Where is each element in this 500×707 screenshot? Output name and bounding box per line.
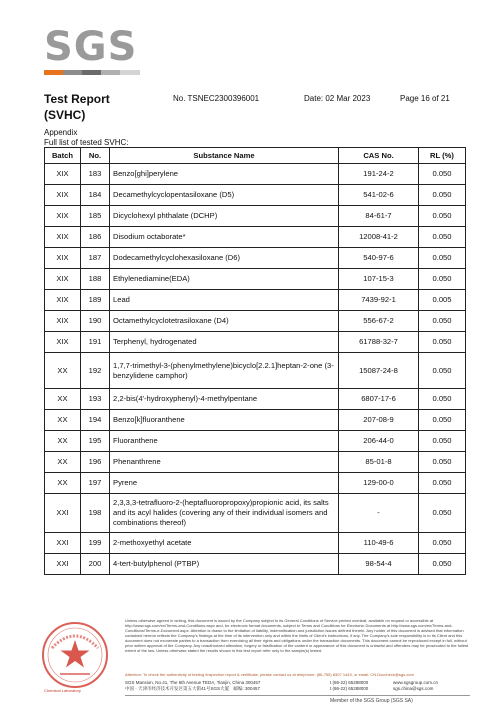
cell-no: 185 — [81, 206, 110, 227]
cell-batch: XIX — [45, 311, 81, 332]
cell-substance-name: Terphenyl, hydrogenated — [110, 332, 339, 353]
phone-en: t (86-22) 65288000 — [330, 680, 369, 685]
address-line-cn — [125, 686, 470, 692]
table-row — [45, 206, 466, 227]
cell-no: 199 — [81, 533, 110, 554]
cell-batch: XIX — [45, 290, 81, 311]
report-title: Test Report — [44, 92, 110, 106]
member-statement: Member of the SGS Group (SGS SA) — [330, 698, 413, 704]
cell-rl: 0.050 — [419, 452, 466, 473]
cell-cas-no: 540-97-6 — [339, 248, 419, 269]
cell-rl: 0.050 — [419, 431, 466, 452]
cell-cas-no: 541-02-6 — [339, 185, 419, 206]
laboratory-seal-icon — [40, 620, 110, 690]
header-cas-no: CAS No. — [339, 148, 419, 164]
cell-substance-name: 2,2-bis(4'-hydroxyphenyl)-4-methylpentane — [110, 389, 339, 410]
cell-batch: XX — [45, 389, 81, 410]
cell-rl: 0.050 — [419, 185, 466, 206]
appendix-heading: Appendix — [44, 128, 78, 137]
cell-no: 186 — [81, 227, 110, 248]
cell-batch: XIX — [45, 164, 81, 185]
table-row — [45, 533, 466, 554]
table-row — [45, 494, 466, 533]
cell-substance-name: Lead — [110, 290, 339, 311]
cell-cas-no: 110-49-6 — [339, 533, 419, 554]
cell-cas-no: 85-01-8 — [339, 452, 419, 473]
cell-cas-no: 7439-92-1 — [339, 290, 419, 311]
cell-rl: 0.005 — [419, 290, 466, 311]
cell-no: 198 — [81, 494, 110, 533]
cell-cas-no: 207-08-9 — [339, 410, 419, 431]
footer-divider — [125, 695, 470, 696]
cell-no: 187 — [81, 248, 110, 269]
sgs-logo — [44, 22, 140, 72]
cell-no: 196 — [81, 452, 110, 473]
appendix-subheading: Full list of tested SVHC: — [44, 138, 129, 147]
cell-no: 192 — [81, 353, 110, 389]
cell-batch: XX — [45, 473, 81, 494]
cell-no: 188 — [81, 269, 110, 290]
header-batch: Batch — [45, 148, 81, 164]
table-row — [45, 353, 466, 389]
cell-cas-no: 84-61-7 — [339, 206, 419, 227]
phone-cn: t (86-22) 65288000 — [330, 686, 369, 691]
cell-cas-no: - — [339, 494, 419, 533]
page-indicator: Page 16 of 21 — [400, 94, 450, 103]
cell-batch: XIX — [45, 332, 81, 353]
cell-no: 193 — [81, 389, 110, 410]
cell-rl: 0.050 — [419, 410, 466, 431]
cell-batch: XX — [45, 452, 81, 473]
table-row — [45, 431, 466, 452]
cell-batch: XIX — [45, 185, 81, 206]
table-row — [45, 185, 466, 206]
cell-no: 183 — [81, 164, 110, 185]
cell-batch: XX — [45, 353, 81, 389]
cell-batch: XIX — [45, 269, 81, 290]
cell-cas-no: 191-24-2 — [339, 164, 419, 185]
cell-no: 195 — [81, 431, 110, 452]
address-en: SGS Mansion, No.41, The 5th Avenue TEDA, Tianjin, China 300457 — [125, 680, 261, 685]
cell-batch: XIX — [45, 206, 81, 227]
table-row — [45, 332, 466, 353]
cell-cas-no: 107-15-3 — [339, 269, 419, 290]
cell-rl: 0.050 — [419, 389, 466, 410]
cell-substance-name: 2-methoxyethyl acetate — [110, 533, 339, 554]
cell-batch: XXI — [45, 494, 81, 533]
cell-cas-no: 556-67-2 — [339, 311, 419, 332]
table-row — [45, 290, 466, 311]
cell-substance-name: Octamethylcyclotetrasiloxane (D4) — [110, 311, 339, 332]
header-substance-name: Substance Name — [110, 148, 339, 164]
table-header-row — [45, 148, 466, 164]
cell-substance-name: Benzo[k]fluoranthene — [110, 410, 339, 431]
cell-rl: 0.050 — [419, 164, 466, 185]
cell-no: 184 — [81, 185, 110, 206]
cell-batch: XX — [45, 431, 81, 452]
table-row — [45, 554, 466, 575]
cell-batch: XXI — [45, 533, 81, 554]
cell-rl: 0.050 — [419, 311, 466, 332]
cell-substance-name: Dicyclohexyl phthalate (DCHP) — [110, 206, 339, 227]
footer-attention: Attention: To check the authenticity of testing /inspection report & certificate, please contact us at telephone: (86-755) 8307 1443, or email: CN.Doccheck@sgs.com — [125, 672, 414, 677]
cell-rl: 0.050 — [419, 554, 466, 575]
cell-cas-no: 12008-41-2 — [339, 227, 419, 248]
logo-text: SGS — [44, 24, 138, 70]
cell-substance-name: Pyrene — [110, 473, 339, 494]
cell-rl: 0.050 — [419, 248, 466, 269]
cell-substance-name: Benzo[ghi]perylene — [110, 164, 339, 185]
svhc-table — [44, 147, 466, 575]
cell-no: 189 — [81, 290, 110, 311]
table-row — [45, 311, 466, 332]
cell-rl: 0.050 — [419, 269, 466, 290]
website-link[interactable]: www.sgsgroup.com.cn — [393, 680, 439, 685]
table-row — [45, 410, 466, 431]
cell-cas-no: 98-54-4 — [339, 554, 419, 575]
report-number: No. TSNEC2300396001 — [173, 94, 260, 103]
cell-substance-name: Decamethylcyclopentasiloxane (D5) — [110, 185, 339, 206]
cell-rl: 0.050 — [419, 353, 466, 389]
table-row — [45, 248, 466, 269]
cell-substance-name: 1,7,7-trimethyl-3-(phenylmethylene)bicyclo[2.2.1]heptan-2-one (3-benzylidene camphor) — [110, 353, 339, 389]
cell-rl: 0.050 — [419, 332, 466, 353]
table-row — [45, 452, 466, 473]
cell-substance-name: 2,3,3,3-tetrafluoro-2-(heptafluoropropoxy)propionic acid, its salts and its acyl halides (covering any of their individual isomers and combinations thereof) — [110, 494, 339, 533]
header-no: No. — [81, 148, 110, 164]
seal-caption: Chemical Laboratory — [44, 688, 81, 693]
address-cn: 中国 · 天津市经济技术开发区第五大街41号SGS大厦 邮编: 300457 — [125, 686, 261, 691]
cell-batch: XIX — [45, 227, 81, 248]
cell-rl: 0.050 — [419, 533, 466, 554]
cell-no: 200 — [81, 554, 110, 575]
cell-cas-no: 6807-17-6 — [339, 389, 419, 410]
cell-substance-name: Dodecamethylcyclohexasiloxane (D6) — [110, 248, 339, 269]
cell-cas-no: 61788-32-7 — [339, 332, 419, 353]
table-row — [45, 389, 466, 410]
cell-substance-name: Disodium octaborate* — [110, 227, 339, 248]
cell-substance-name: Ethylenediamine(EDA) — [110, 269, 339, 290]
cell-substance-name: 4-tert-butylphenol (PTBP) — [110, 554, 339, 575]
header-rl: RL (%) — [419, 148, 466, 164]
logo-color-bar — [44, 70, 140, 75]
cell-cas-no: 129-00-0 — [339, 473, 419, 494]
cell-rl: 0.050 — [419, 473, 466, 494]
table-row — [45, 269, 466, 290]
cell-substance-name: Fluoranthene — [110, 431, 339, 452]
cell-no: 194 — [81, 410, 110, 431]
cell-rl: 0.050 — [419, 206, 466, 227]
cell-no: 197 — [81, 473, 110, 494]
cell-batch: XIX — [45, 248, 81, 269]
cell-no: 191 — [81, 332, 110, 353]
report-date: Date: 02 Mar 2023 — [304, 94, 371, 103]
table-row — [45, 227, 466, 248]
cell-no: 190 — [81, 311, 110, 332]
table-row — [45, 473, 466, 494]
footer-address-block — [125, 680, 470, 692]
cell-batch: XXI — [45, 554, 81, 575]
cell-cas-no: 15087-24-8 — [339, 353, 419, 389]
table-row — [45, 164, 466, 185]
cell-rl: 0.050 — [419, 227, 466, 248]
cell-rl: 0.050 — [419, 494, 466, 533]
report-subtitle: (SVHC) — [44, 108, 86, 122]
cell-cas-no: 206-44-0 — [339, 431, 419, 452]
cell-batch: XX — [45, 410, 81, 431]
footer-disclaimer: Unless otherwise agreed in writing, this document is issued by the Company subject to its General Conditions of Service printed overleaf, available on request or accessible at http://www.sgs.com/en/Terms-and-Conditions.aspx and, for electronic format documents, subject to Terms and Conditions for Electronic Documents at http://www.sgs.com/en/Terms-and-Conditions/Terms-e-Document.aspx. Attention is drawn to the limitation of liability, indemnification and jurisdiction issues defined therein. Any holder of this document is advised that information contained hereon reflects the Company's findings at the time of its intervention only and within the limits of Client's instructions, if any. The Company's sole responsibility is to its Client and this document does not exonerate parties to a transaction from exercising all their rights and obligations under the transaction documents. This document cannot be reproduced except in full, without prior written approval of the Company. Any unauthorized alteration, forgery or falsification of the content or appearance of this document is unlawful and offenders may be prosecuted to the fullest extent of the law. Unless otherwise stated the results shown in this test report refer only to the sample(s) tested. — [125, 618, 469, 653]
email-link[interactable]: sgs.china@sgs.com — [393, 686, 434, 691]
cell-substance-name: Phenanthrene — [110, 452, 339, 473]
